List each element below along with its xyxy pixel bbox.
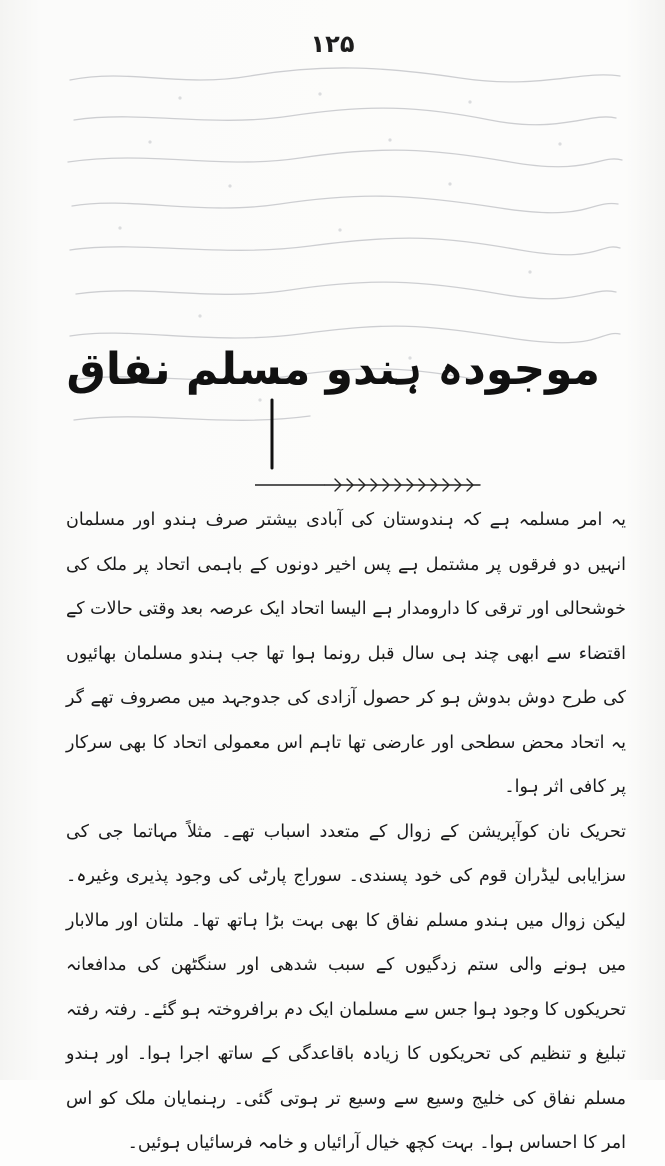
paragraph-2: تحریک نان کوآپریشن کے زوال کے متعدد اسباب تھے۔ مثلاً مہاتما جی کی سزایابی لیڈران قوم کی خود پسندی۔ سوراج پارٹی کی وجود پذیری وغیرہ۔ لیکن زوال میں ہندو مسلم نفاق کا بھی بہت بڑا ہاتھ تھا۔ ملتان اور مالابار میں ہونے والی ستم زدگیوں کے سبب شدھی اور سنگٹھن کی مدافعانہ تحریکوں کا وجود ہوا جس سے مسلمان ایک دم برافروختہ ہو گئے۔ رفتہ رفتہ تبلیغ و تنظیم کی تحریکوں کا زیادہ باقاعدگی کے ساتھ اجرا ہوا۔ اور ہندو مسلم نفاق کی خلیج وسیع سے وسیع تر ہوتی گئی۔ رہنمایان ملک کو اس امر کا احساس ہوا۔ بہت کچھ خیال آرائیاں و خامہ فرسائیاں ہوئیں۔ [66,821,626,1153]
paragraph-1: یہ امر مسلمہ ہے کہ ہندوستان کی آبادی بیشتر صرف ہندو اور مسلمان انہیں دو فرقوں پر مشتمل ہے پس اخیر دونوں کے باہمی اتحاد پر ملک کی خوشحالی اور ترقی کا دارومدار ہے الیسا اتحاد ایک عرصہ بعد وقتی حالات کے اقتضاء سے ابھی چند ہی سال قبل رونما ہوا تھا جب ہندو مسلمان بھائیوں کی طرح دوش بدوش ہو کر حصول آزادی کی جدوجہد میں مصروف تھے گر یہ اتحاد محض سطحی اور عارضی تھا تاہم اس معمولی اتحاد کا بھی سرکار پر کافی اثر ہوا۔ [66,510,626,797]
page-number: ۱۲۵ [310,30,355,58]
heading-descender-stroke [270,400,274,470]
chapter-heading: موجودہ ہندو مسلم نفاق [66,344,600,395]
ornamental-divider [255,473,485,497]
body-text [66,498,626,1166]
